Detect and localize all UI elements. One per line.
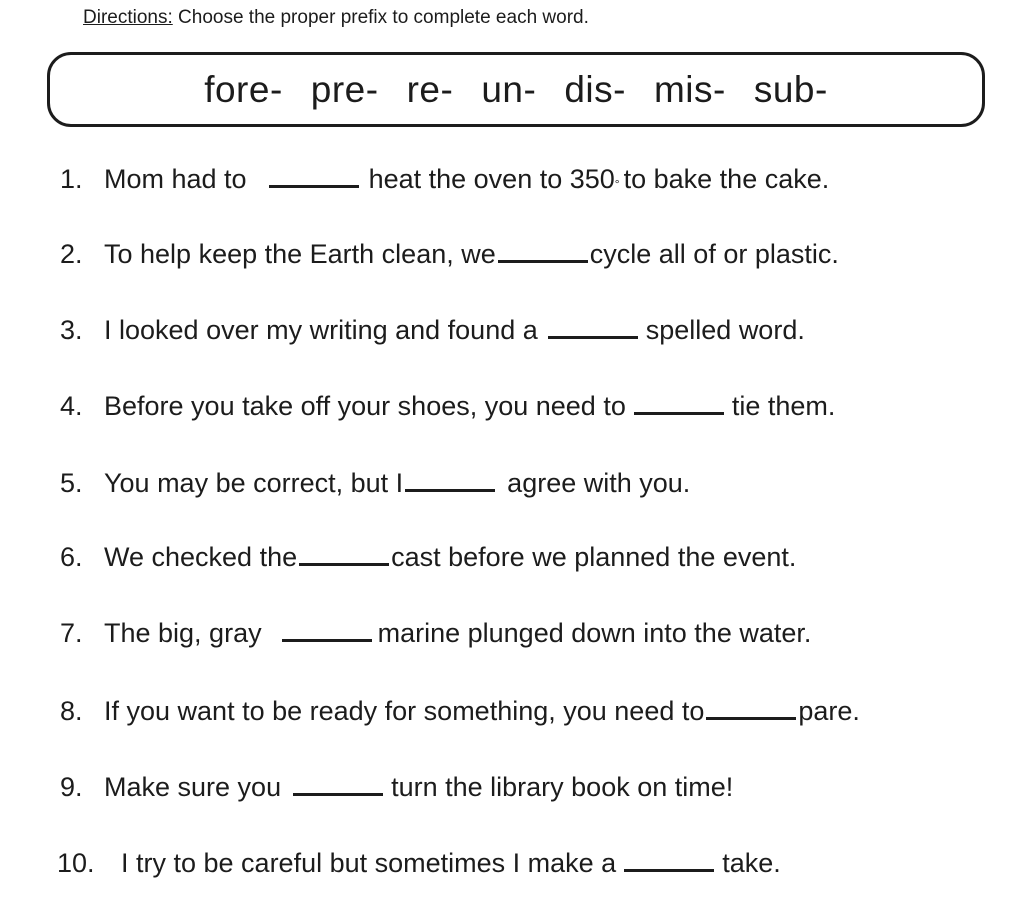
question-text-before: You may be correct, but I: [104, 468, 404, 498]
question-text-before: I looked over my writing and found a: [104, 315, 538, 345]
question-text: [104, 696, 860, 727]
prefix-option: un-: [481, 68, 537, 110]
directions-text: Choose the proper prefix to complete each word.: [178, 7, 589, 28]
question-text-after: tie them.: [731, 391, 836, 421]
prefix-option: sub-: [753, 68, 828, 110]
question-text: [104, 542, 796, 573]
question-text-before: We checked the: [104, 542, 298, 572]
prefix-option: dis-: [564, 68, 626, 110]
directions-label: Directions:: [83, 7, 173, 28]
answer-blank[interactable]: [293, 793, 383, 796]
question-text: [121, 848, 781, 879]
question-text-before: The big, gray: [104, 618, 262, 648]
answer-blank[interactable]: [624, 869, 714, 872]
question-text-after: to bake the cake.: [623, 164, 830, 194]
question-text-after: spelled word.: [645, 315, 805, 345]
question-text: [104, 391, 835, 422]
question-number: 5.: [60, 468, 83, 498]
prefix-option: re-: [406, 68, 454, 110]
question-text-before: I try to be careful but sometimes I make a: [121, 848, 617, 878]
question-text: [104, 315, 805, 346]
question-text-before: Mom had to: [104, 164, 247, 194]
question-text-after: take.: [722, 848, 781, 878]
question-number: 8.: [60, 696, 83, 726]
answer-blank[interactable]: [706, 717, 796, 720]
question-text: [104, 164, 829, 195]
prefix-option: fore-: [204, 68, 283, 110]
question-text: [104, 772, 733, 803]
question-number: 2.: [60, 239, 83, 269]
question-text-before: Make sure you: [104, 772, 282, 802]
answer-blank[interactable]: [282, 639, 372, 642]
answer-blank[interactable]: [405, 489, 495, 492]
question-text: [104, 618, 811, 649]
question-number: 9.: [60, 772, 83, 802]
question-text-after: agree with you.: [507, 468, 691, 498]
answer-blank[interactable]: [269, 185, 359, 188]
answer-blank[interactable]: [548, 336, 638, 339]
question-text-before: Before you take off your shoes, you need to: [104, 391, 626, 421]
question-text-after: marine plunged down into the water.: [377, 618, 812, 648]
question-text-before: If you want to be ready for something, you need to: [104, 696, 705, 726]
question-number: 10.: [57, 848, 95, 878]
answer-blank[interactable]: [299, 563, 389, 566]
question-text-after: pare.: [798, 696, 860, 726]
question-text-after: heat the oven to 350: [368, 164, 615, 194]
question-text-after: cast before we planned the event.: [391, 542, 797, 572]
prefix-option: mis-: [653, 68, 726, 110]
question-number: 6.: [60, 542, 83, 572]
answer-blank[interactable]: [634, 412, 724, 415]
question-text: [104, 239, 839, 270]
question-number: 1.: [60, 164, 83, 194]
question-number: 4.: [60, 391, 83, 421]
question-text-after: cycle all of or plastic.: [589, 239, 839, 269]
degree-symbol: °: [614, 177, 620, 191]
question-number: 3.: [60, 315, 83, 345]
question-number: 7.: [60, 618, 83, 648]
answer-blank[interactable]: [498, 260, 588, 263]
prefix-option: pre-: [310, 68, 379, 110]
question-text-after: turn the library book on time!: [391, 772, 734, 802]
question-text-before: To help keep the Earth clean, we: [104, 239, 496, 269]
question-text: [104, 468, 690, 499]
